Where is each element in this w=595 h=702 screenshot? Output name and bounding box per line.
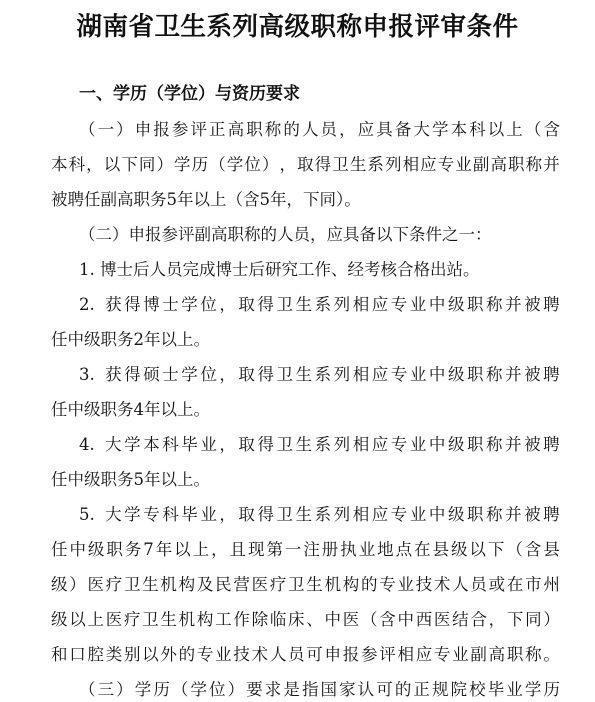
- body-line: 2. 获 得 博 士 学 位 ， 取 得 卫 生 系 列 相 应 专 业 中 级 职 称 并 被 聘: [79, 295, 560, 314]
- body-line: 级 ） 医 疗 卫 生 机 构 及 民 营 医 疗 卫 生 机 构 的 专 业 技 术 人 员 或 在 市 州: [51, 575, 560, 594]
- body-line: （ 三 ） 学 历 （ 学 位 ） 要 求 是 指 国 家 认 可 的 正 规 院 校 毕 业 学 历: [79, 680, 560, 699]
- body-line: 级 以 上 医 疗 卫 生 机 构 工 作 除 临 床 、 中 医 （ 含 中 西 医 结 合 ， 下 同 ）: [51, 610, 560, 629]
- body-line: 任 中 级 职 务 7 年 以 上 ， 且 现 第 一 注 册 执 业 地 点 在 县 级 以 下 （ 含 县: [51, 540, 560, 559]
- body-line: 3. 获 得 硕 士 学 位 ， 取 得 卫 生 系 列 相 应 专 业 中 级 职 称 并 被 聘: [79, 365, 560, 384]
- section-heading: 一、学历（学位）与资历要求: [79, 84, 300, 104]
- document-title: 湖南省卫生系列高级职称申报评审条件: [76, 12, 519, 42]
- body-line: 1. 博士后人员完成博士后研究工作、经考核合格出站。: [79, 260, 480, 279]
- body-line: 被聘任副高职务5年以上（含5年，下同）。: [51, 190, 361, 209]
- body-line: （ 一 ） 申 报 参 评 正 高 职 称 的 人 员 ， 应 具 备 大 学 本 科 以 上 （ 含: [79, 120, 560, 139]
- body-line: 本 科 ， 以 下 同 ） 学 历 （ 学 位 ） ， 取 得 卫 生 系 列 相 应 专 业 副 高 职 称 并: [51, 155, 560, 174]
- body-line: （二）申报参评副高职称的人员，应具备以下条件之一：: [79, 225, 492, 244]
- body-line: 任中级职务4年以上。: [51, 400, 210, 419]
- body-line: 4. 大 学 本 科 毕 业 ， 取 得 卫 生 系 列 相 应 专 业 中 级 职 称 并 被 聘: [79, 435, 560, 454]
- body-line: 和 口 腔 类 别 以 外 的 专 业 技 术 人 员 可 申 报 参 评 相 应 专 业 副 高 职 称 。: [51, 645, 560, 664]
- body-line: 5. 大 学 专 科 毕 业 ， 取 得 卫 生 系 列 相 应 专 业 中 级 职 称 并 被 聘: [79, 505, 560, 524]
- body-line: 任中级职务5年以上。: [51, 470, 210, 489]
- body-line: 任中级职务2年以上。: [51, 330, 210, 349]
